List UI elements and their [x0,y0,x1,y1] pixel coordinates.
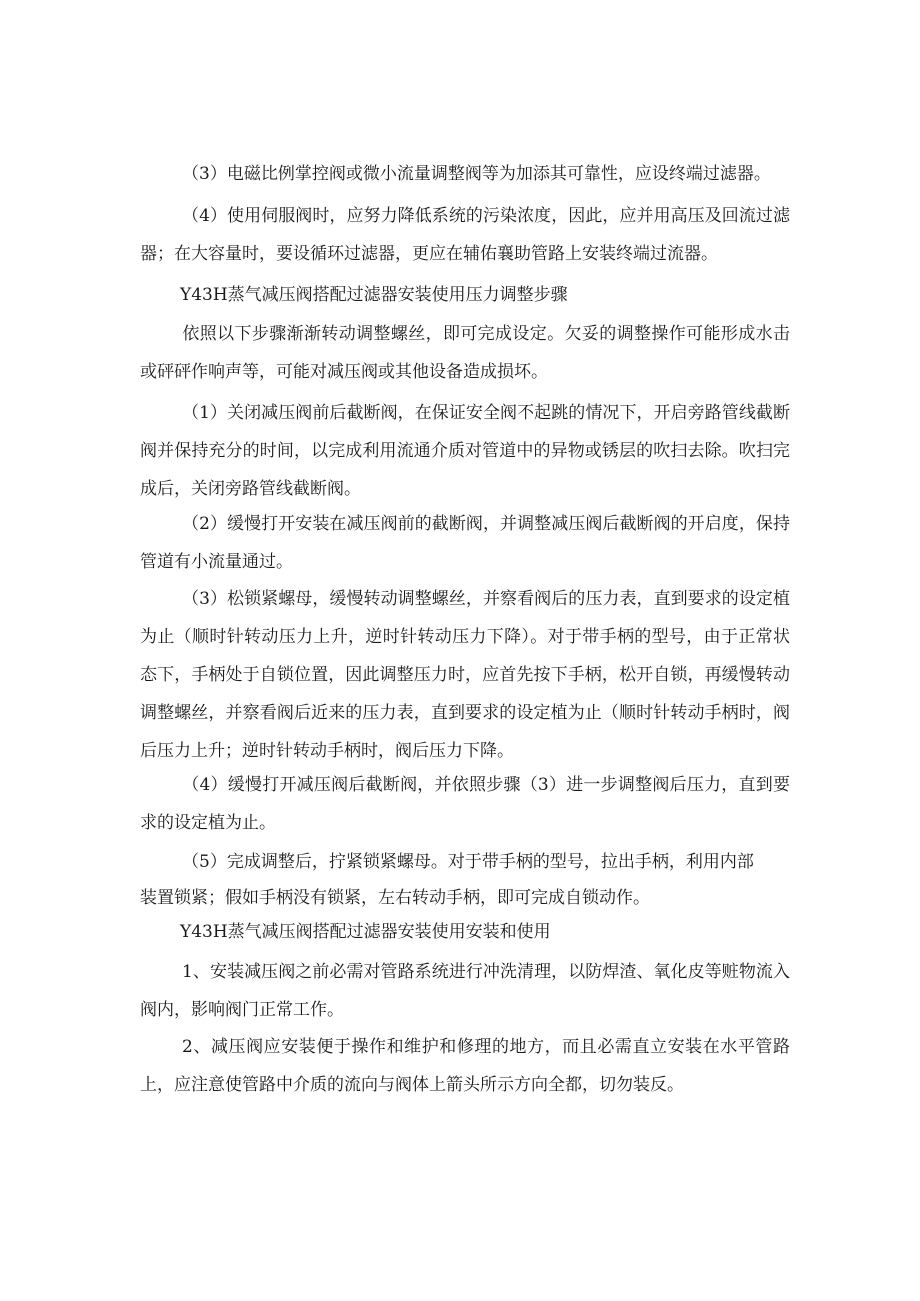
paragraph-text: （3）松锁紧螺母，缓慢转动调整螺丝，并察看阀后的压力表，直到要求的设定植为止（顺时针转动压力上升，逆时针转动压力下降）。对于带手柄的型号，由于正常状态下，手柄处于自锁位置，因此调整压力时，应首先按下手柄，松开自锁，再缓慢转动调整螺丝，并察看阀后近来的压力表，直到要求的设定植为止（顺时针转动手柄时，阀后压力上升；逆时针转动手柄时，阀后压力下降。 [140,589,790,761]
paragraph-filter-proportional-valve [140,155,790,193]
paragraph-step-5 [140,843,790,881]
paragraph-install-1 [140,953,790,1029]
paragraph-text: 2、减压阀应安装便于操作和维护和修理的地方，而且必需直立安装在水平管路上，应注意使管路中介质的流向与阀体上箭头所示方向全都，切勿装反。 [140,1037,790,1095]
section-heading-installation: Y43H蒸气减压阀搭配过滤器安装使用安装和使用 [180,922,551,942]
paragraph-text: 1、安装减压阀之前必需对管路系统进行冲洗清理，以防焊渣、氧化皮等赃物流入阀内，影响阀门正常工作。 [140,962,790,1020]
paragraph-text: （5）完成调整后，拧紧锁紧螺母。对于带手柄的型号，拉出手柄，利用内部 [182,852,754,872]
paragraph-text: （3）电磁比例掌控阀或微小流量调整阀等为加添其可靠性，应设终端过滤器。 [182,164,771,184]
paragraph-step-3 [140,580,790,770]
paragraph-text: （4）缓慢打开减压阀后截断阀，并依照步骤（3）进一步调整阀后压力，直到要求的设定植为止。 [140,775,790,833]
paragraph-step-1 [140,394,790,508]
paragraph-step-4 [140,766,790,842]
paragraph-text: （1）关闭减压阀前后截断阀，在保证安全阀不起跳的情况下，开启旁路管线截断阀并保持充分的时间，以完成利用流通介质对管道中的异物或锈层的吹扫去除。吹扫完成后，关闭旁路管线截断阀。 [140,403,790,499]
paragraph-servo-valve [140,197,790,273]
paragraph-adjustment-intro [140,315,790,391]
paragraph-step-2 [140,505,790,581]
section-heading-pressure-adjustment: Y43H蒸气减压阀搭配过滤器安装使用压力调整步骤 [180,285,568,305]
paragraph-text: 依照以下步骤渐渐转动调整螺丝，即可完成设定。欠妥的调整操作可能形成水击或砰砰作响声等，可能对减压阀或其他设备造成损坏。 [140,324,790,382]
paragraph-step-5-cont: 装置锁紧；假如手柄没有锁紧，左右转动手柄，即可完成自锁动作。 [140,888,650,908]
paragraph-text: （2）缓慢打开安装在减压阀前的截断阀，并调整减压阀后截断阀的开启度，保持管道有小流量通过。 [140,514,790,572]
paragraph-install-2 [140,1028,790,1104]
paragraph-text: （4）使用伺服阀时，应努力降低系统的污染浓度，因此，应并用高压及回流过滤器；在大容量时，要设循环过滤器，更应在辅佑襄助管路上安装终端过流器。 [140,206,790,264]
